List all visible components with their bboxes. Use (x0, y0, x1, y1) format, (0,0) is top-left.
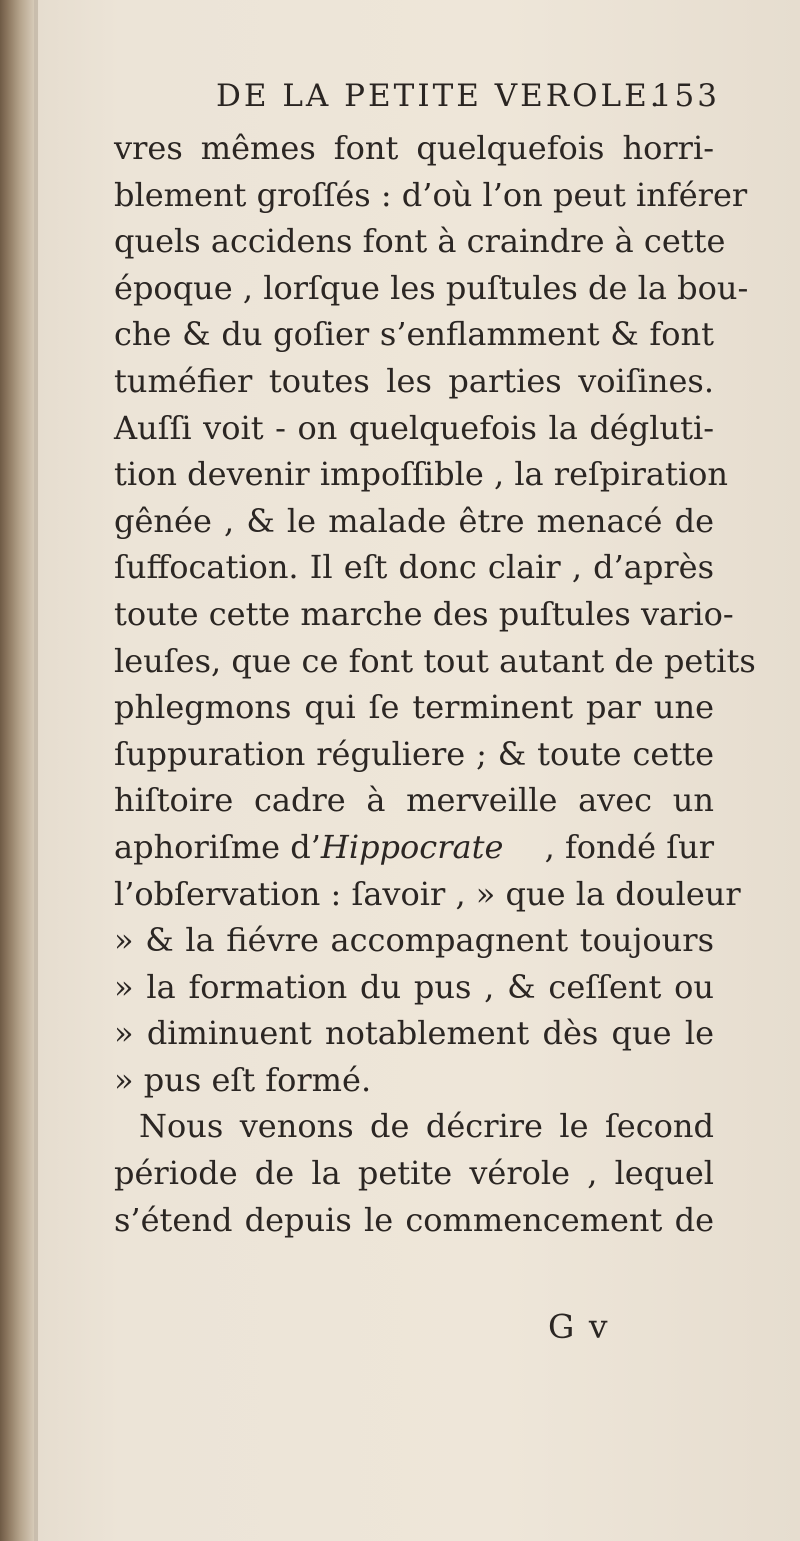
text-line: tion devenir impoſſible , la reſpiration (114, 455, 728, 494)
text-line: période de la petite vérole , lequel (114, 1154, 714, 1193)
page-number: 153 (651, 78, 720, 114)
author-name-hippocrate: Hippocrate (320, 827, 504, 866)
text-line: hiſtoire cadre à merveille avec un (114, 781, 714, 820)
text-line: » diminuent notablement dès que le (114, 1014, 714, 1053)
text-segment: aphoriſme d’ (114, 827, 321, 866)
text-line: che & du goſier s’enflamment & font (114, 315, 714, 354)
text-line: quels accidens font à craindre à cette (114, 222, 726, 261)
text-line: gênée , & le malade être menacé de (114, 501, 714, 540)
text-line: Auſſi voit - on quelquefois la dégluti- (114, 408, 714, 447)
body-text (114, 125, 756, 1243)
text-line: » pus eſt formé. (114, 1060, 372, 1099)
text-line: ſuppuration réguliere ; & toute cette (114, 734, 714, 773)
gutter-shadow (34, 0, 38, 1541)
text-segment: , fondé ſur (544, 827, 714, 866)
running-title: DE LA PETITE VEROLE. (216, 78, 663, 114)
text-line: Nous venons de décrire le ſecond (139, 1107, 714, 1146)
text-line: phlegmons qui ſe terminent par une (114, 688, 714, 727)
text-line: s’étend depuis le commencement de (114, 1200, 714, 1239)
running-head (180, 78, 720, 118)
signature-mark: G v (548, 1307, 610, 1346)
text-line: vres mêmes font quelquefois horri- (114, 129, 714, 167)
text-line: ſuffocation. Il eſt donc clair , d’après (114, 548, 714, 587)
text-line: » & la fiévre accompagnent toujours (114, 921, 714, 960)
text-line: blement groſſés : d’où l’on peut inférer (114, 175, 748, 214)
text-line: l’obſervation : ſavoir , » que la douleur (114, 874, 741, 913)
text-line: tuméfier toutes les parties voiſines. (114, 361, 714, 400)
text-line: époque , lorſque les puſtules de la bou- (114, 268, 749, 307)
text-line: toute cette marche des puſtules vario- (114, 594, 734, 633)
text-line: » la formation du pus , & ceſſent ou (114, 967, 714, 1006)
binding-gutter (0, 0, 34, 1541)
text-line (114, 824, 714, 871)
text-line: leuſes, que ce font tout autant de petits (114, 641, 756, 680)
